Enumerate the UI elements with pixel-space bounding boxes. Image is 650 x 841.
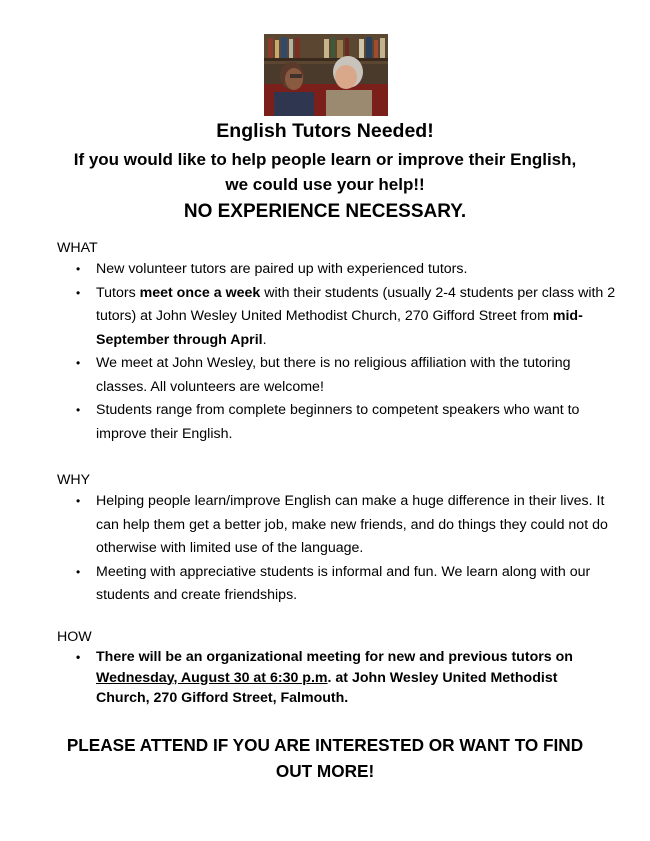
- flyer-header: [40, 118, 610, 225]
- how-section: [57, 627, 617, 709]
- call-to-action: PLEASE ATTEND IF YOU ARE INTERESTED OR WANT TO FIND OUT MORE!: [66, 735, 584, 781]
- what-item-2-end: .: [262, 331, 267, 348]
- list-item: [57, 352, 617, 399]
- list-item: [57, 282, 617, 353]
- list-item: [57, 490, 617, 561]
- why-list: [57, 490, 617, 608]
- how-item-pre: There will be an organizational meeting for new and previous tutors on: [96, 649, 573, 665]
- why-section: [57, 470, 617, 608]
- why-heading: WHY: [57, 472, 91, 488]
- bullet-icon: •: [76, 356, 81, 370]
- bullet-icon: •: [76, 262, 81, 276]
- what-item-3: We meet at John Wesley, but there is no religious affiliation with the tutoring classes. All volunteers are welcome!: [96, 355, 571, 395]
- why-item-1: Helping people learn/improve English can make a huge difference in their lives. It can help them get a better job, make new friends, and do things they could not do otherwise with limited use of the language.: [96, 493, 608, 556]
- bullet-icon: •: [76, 564, 81, 579]
- tutors-photo: [264, 34, 388, 116]
- bullet-icon: •: [76, 403, 81, 417]
- how-item-post: . at John Wesley United Methodist Church, 270 Gifford Street, Falmouth.: [96, 669, 558, 706]
- what-item-2-bold-season: mid-September through April: [96, 308, 583, 348]
- bullet-icon: •: [76, 650, 81, 664]
- what-item-2-bold-frequency: meet once a week: [139, 284, 261, 301]
- how-heading: HOW: [57, 629, 92, 645]
- list-item: [57, 258, 617, 282]
- flyer-subtitle: If you would like to help people learn or improve their English, we could use your help!!: [73, 150, 577, 194]
- how-list: [57, 647, 617, 709]
- what-list: [57, 258, 617, 446]
- list-item: [57, 561, 617, 608]
- list-item: [57, 647, 617, 709]
- bullet-icon: •: [76, 285, 81, 300]
- tutors-photo-illustration: [264, 34, 388, 116]
- bullet-icon: •: [76, 494, 81, 508]
- what-item-2-mid: with their students (usually 2-4 students per class with 2 tutors) at John Wesley United Methodist Church, 270 Gifford Street from: [96, 284, 616, 324]
- why-item-2: Meeting with appreciative students is informal and fun. We learn along with our students and create friendships.: [96, 563, 591, 603]
- what-item-4: Students range from complete beginners to competent speakers who want to improve their English.: [96, 402, 580, 442]
- flyer-title: English Tutors Needed!: [216, 120, 434, 142]
- what-section: [57, 238, 617, 446]
- no-experience-banner: NO EXPERIENCE NECESSARY.: [183, 201, 467, 222]
- what-heading: WHAT: [57, 240, 98, 256]
- list-item: [57, 399, 617, 446]
- what-item-2-pre: Tutors: [96, 284, 140, 301]
- what-item-1: New volunteer tutors are paired up with experienced tutors.: [96, 261, 468, 277]
- meeting-date: Wednesday, August 30 at 6:30 p.m: [96, 669, 328, 686]
